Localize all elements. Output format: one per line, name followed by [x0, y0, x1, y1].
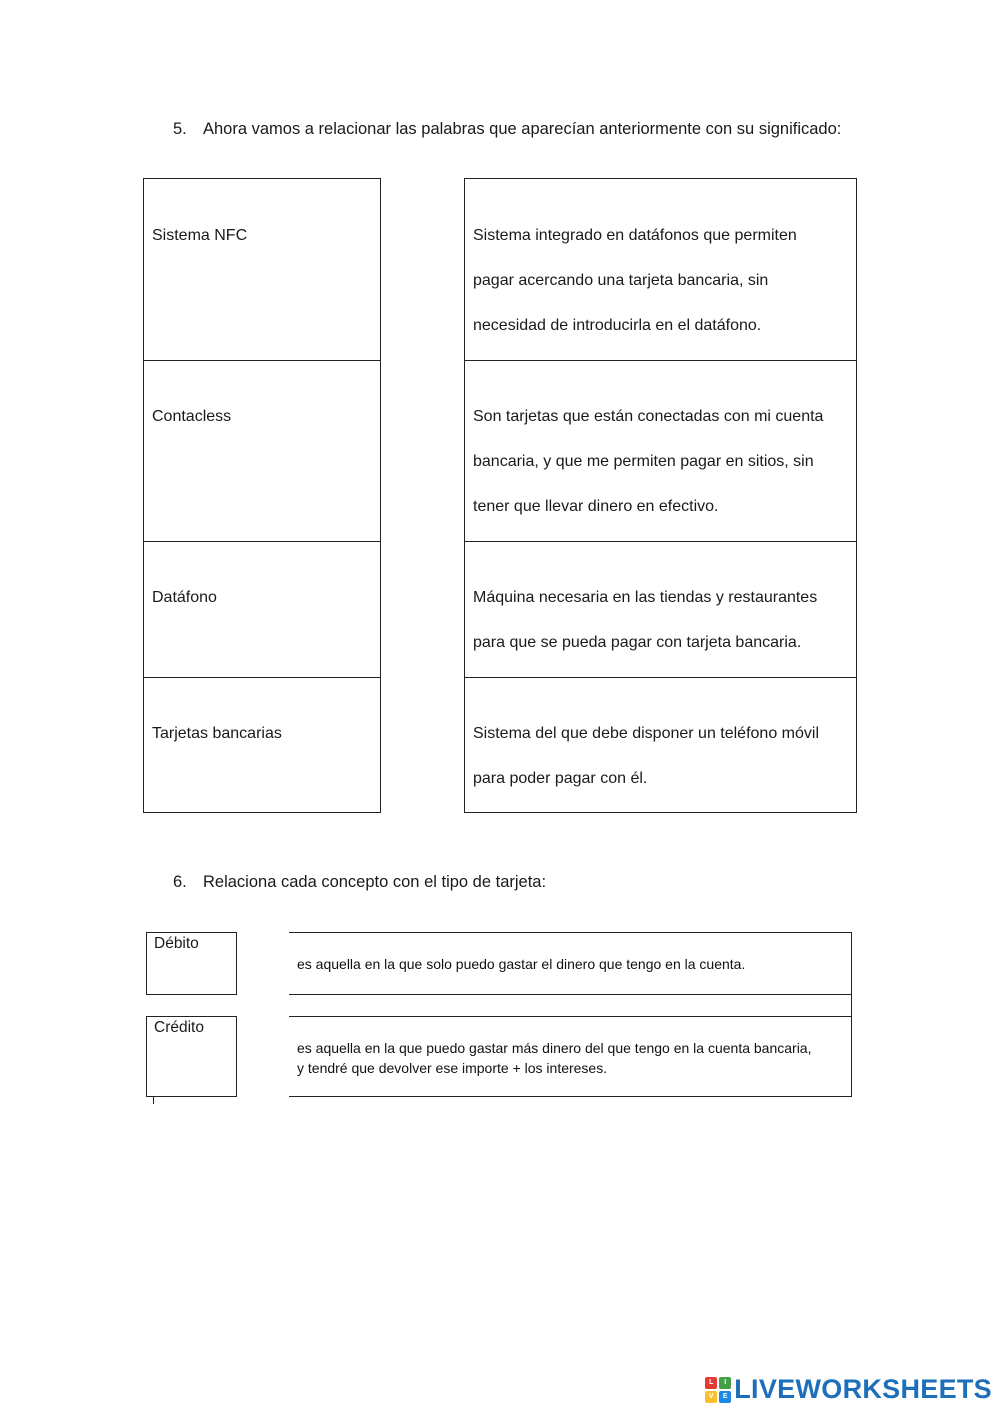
card-definition-debito[interactable]: [297, 954, 745, 974]
question-6-number: 6.: [173, 873, 187, 891]
card-definition-line: es aquella en la que solo puedo gastar el dinero que tengo en la cuenta.: [297, 956, 746, 972]
definition-line: tener que llevar dinero en efectivo.: [473, 498, 719, 515]
definition-line: para que se pueda pagar con tarjeta bancaria.: [473, 634, 802, 651]
divider: [144, 677, 380, 678]
definition-cell[interactable]: [473, 213, 846, 348]
divider: [465, 677, 856, 678]
definition-line: Son tarjetas que están conectadas con mi cuenta: [473, 408, 824, 425]
card-definition-line: es aquella en la que puedo gastar más dinero del que tengo en la cuenta bancaria,: [297, 1040, 812, 1056]
liveworksheets-logo-icon: [705, 1377, 731, 1403]
term-cell[interactable]: Contacless: [152, 408, 232, 425]
definition-line: Sistema integrado en datáfonos que permiten: [473, 227, 797, 244]
frame-line: [289, 1016, 852, 1017]
definition-line: Sistema del que debe disponer un teléfono móvil: [473, 725, 819, 742]
question-5-number: 5.: [173, 120, 187, 138]
definitions-table: [464, 178, 857, 813]
term-cell[interactable]: Datáfono: [152, 589, 217, 606]
question-5-prompt: Ahora vamos a relacionar las palabras que aparecían anteriormente con su significado:: [203, 120, 842, 138]
term-cell[interactable]: Sistema NFC: [152, 227, 248, 244]
frame-line: [289, 994, 852, 995]
divider: [144, 541, 380, 542]
frame-line: [289, 1096, 852, 1097]
stray-mark: [153, 1097, 154, 1104]
card-type-box-debito[interactable]: [146, 932, 237, 995]
frame-line: [851, 932, 852, 1097]
term-cell[interactable]: Tarjetas bancarias: [152, 725, 282, 742]
card-type-label: Crédito: [154, 1019, 204, 1036]
logo-letter: L: [705, 1377, 717, 1389]
definition-line: Máquina necesaria en las tiendas y restaurantes: [473, 589, 818, 606]
logo-letter: V: [705, 1391, 717, 1403]
definition-cell[interactable]: [473, 711, 846, 801]
definition-line: necesidad de introducirla en el datáfono.: [473, 317, 762, 334]
definition-line: pagar acercando una tarjeta bancaria, sin: [473, 272, 769, 289]
definition-line: bancaria, y que me permiten pagar en sitios, sin: [473, 453, 814, 470]
definition-cell[interactable]: [473, 575, 846, 665]
definition-line: para poder pagar con él.: [473, 770, 648, 787]
question-6-prompt: Relaciona cada concepto con el tipo de tarjeta:: [203, 873, 547, 891]
logo-letter: E: [719, 1391, 731, 1403]
divider: [465, 541, 856, 542]
card-type-box-credito[interactable]: [146, 1016, 237, 1097]
divider: [144, 360, 380, 361]
liveworksheets-brand: [705, 1374, 992, 1405]
terms-table: [143, 178, 381, 813]
logo-letter: I: [719, 1377, 731, 1389]
card-definition-line: y tendré que devolver ese importe + los intereses.: [297, 1060, 608, 1076]
card-definition-credito[interactable]: [297, 1038, 812, 1078]
divider: [465, 360, 856, 361]
question-5-title: [173, 120, 841, 139]
question-6-title: [173, 873, 546, 892]
frame-line: [289, 932, 852, 933]
definition-cell[interactable]: [473, 394, 846, 529]
liveworksheets-wordmark: LIVEWORKSHEETS: [734, 1374, 992, 1404]
card-type-label: Débito: [154, 935, 199, 952]
